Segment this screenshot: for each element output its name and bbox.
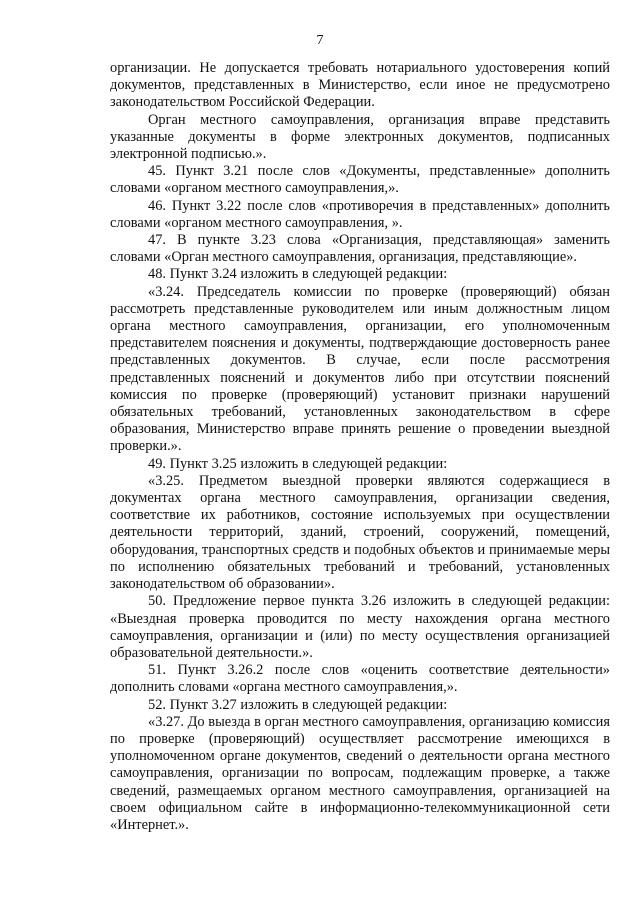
paragraph-electronic-documents: Орган местного самоуправления, организация вправе представить указанные документы в форме электронных документов, подписанных электронной подписью.». xyxy=(110,111,610,163)
paragraph-item-46: 46. Пункт 3.22 после слов «противоречия в представленных» дополнить словами «органом местного самоуправления, ». xyxy=(110,197,610,231)
paragraph-item-52: 52. Пункт 3.27 изложить в следующей редакции: xyxy=(148,696,448,713)
paragraph-clause-3-25: «3.25. Предметом выездной проверки являются содержащиеся в документах органа местного самоуправления, организации сведения, соответствие их работников, состояние используемых при осуществлении деятельности территорий, зданий, строений, сооружений, помещений, оборудования, транспортных средств и подобных объектов и принимаемые меры по исполнению обязательных требований и требований, установленных законодательством об образовании». xyxy=(110,472,610,593)
paragraph-item-45: 45. Пункт 3.21 после слов «Документы, представленные» дополнить словами «органом местного самоуправления,». xyxy=(110,163,610,197)
paragraph-item-50: 50. Предложение первое пункта 3.26 изложить в следующей редакции: «Выездная проверка проводится по месту нахождения органа местного самоуправления, организации и (или) по месту осуществления организацией образовательной деятельности.». xyxy=(110,593,610,661)
page-number: 7 xyxy=(316,33,324,48)
paragraph-item-48: 48. Пункт 3.24 изложить в следующей редакции: xyxy=(148,266,448,283)
paragraph-item-47: 47. В пункте 3.23 слова «Организация, представляющая» заменить словами «Орган местного самоуправления, организация, представляющие». xyxy=(110,232,610,266)
paragraph-clause-3-27: «3.27. До выезда в орган местного самоуправления, организацию комиссия по проверке (проверяющий) осуществляет рассмотрение имеющихся в уполномоченном органе документов, сведений о деятельности органа местного самоуправления, организации по вопросам, подлежащим проверке, а также сведений, размещаемых органом местного самоуправления, организацией на своем официальном сайте в информационно-телекоммуникационной сети «Интернет.». xyxy=(110,713,610,833)
paragraph-clause-3-24: «3.24. Председатель комиссии по проверке (проверяющий) обязан рассмотреть представленные руководителем или иным должностным лицом органа местного самоуправления, организации, его уполномоченным представителем пояснения и документы, подтверждающие достоверность ранее представленных документов. В случае, если после рассмотрения представленных пояснений и документов либо при отсутствии пояснений комиссия по проверке (проверяющий) установит признаки нарушений обязательных требований, установленных законодательством в сфере образования, Министерство вправе принять решение о проведении выездной проверки.». xyxy=(110,283,610,455)
paragraph-continuation: организации. Не допускается требовать нотариального удостоверения копий документов, представленных в Министерство, если иное не предусмотрено законодательством Российской Федерации. xyxy=(110,60,610,111)
paragraph-item-49: 49. Пункт 3.25 изложить в следующей редакции: xyxy=(148,455,448,472)
paragraph-item-51: 51. Пункт 3.26.2 после слов «оценить соответствие деятельности» дополнить словами «органа местного самоуправления,». xyxy=(110,662,610,696)
document-body xyxy=(110,60,610,834)
